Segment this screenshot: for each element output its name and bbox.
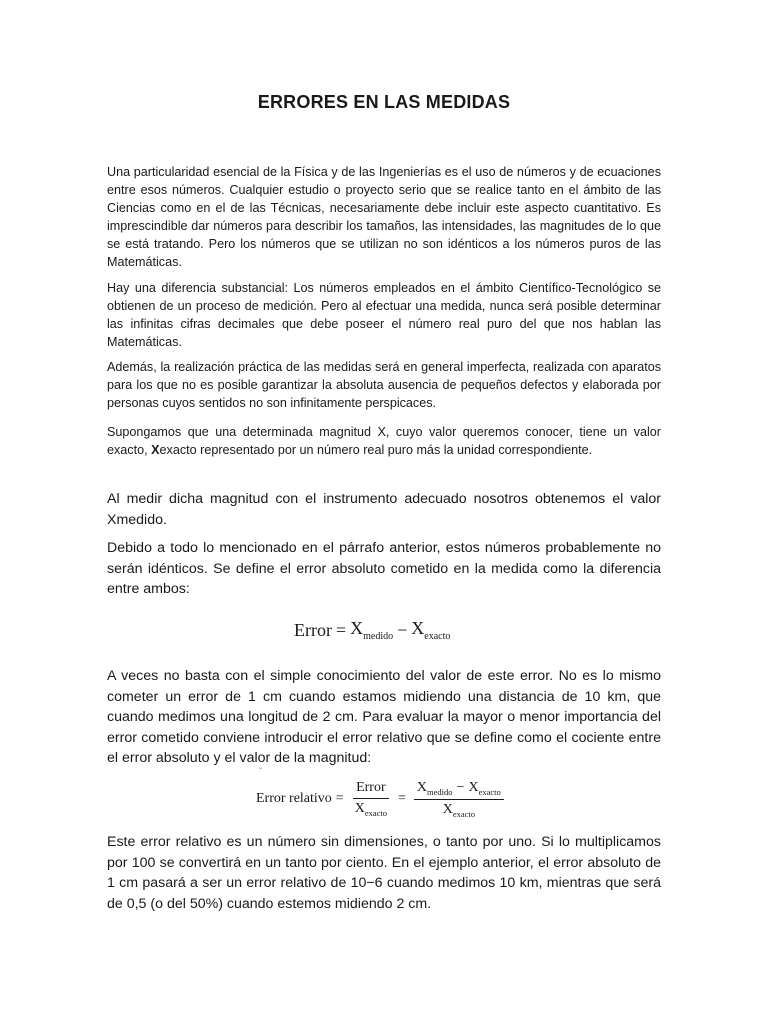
formula-equals: = xyxy=(335,619,347,640)
formula-relative-error-term: Error relativo xyxy=(256,791,332,806)
paragraph-intro: Una particularidad esencial de la Física y de las Ingenierías es el uso de números y de ecuaciones entre esos números. Cualquier estudio o proyecto serio que se realice tanto en el ámbito de las Ciencias como en el de las Técnicas, necesariamente debe incluir este aspecto cuantitativo. Es imprescindible dar números para describir los tamaños, las intensidades, las magnitudes de lo que se está tratando. Pero los números que se utilizan no son idénticos a los números puros de las Matemáticas. xyxy=(107,165,661,269)
fraction-denominator: $X_{exacto}$ xyxy=(442,801,475,819)
fraction-denominator: $X_{exacto}$ xyxy=(354,801,388,818)
paragraph-relative-error: A veces no basta con el simple conocimiento del valor de este error. No es lo mismo cometer un error de 1 cm cuando estamos midiendo una distancia de 10 km, que cuando medimos una longitud de 2 cm. Para evaluar la mayor o menor importancia del error cometido conviene introducir el error relativo que se define como el cociente entre el error absoluto y el valor de la magnitud: xyxy=(107,668,661,766)
paragraph-exact-value xyxy=(107,423,661,459)
paragraph-exact-value-part2: exacto representado por un número real puro más la unidad correspondiente. xyxy=(159,443,593,457)
document-title: ERRORES EN LAS MEDIDAS xyxy=(257,92,511,112)
formula-equals: = xyxy=(335,791,344,806)
absolute-error-formula xyxy=(294,615,450,645)
formula-equals: = xyxy=(398,791,406,806)
formula-x-exact: $X_{exacto}$ xyxy=(411,618,451,642)
paragraph-imperfect-measures: Además, la realización práctica de las medidas será en general imperfecta, realizada con aparatos para los que no es posible garantizar la absoluta ausencia de pequeños defectos y elaborada por personas cuyos sentidos no son infinitamente perspicaces. xyxy=(107,360,661,410)
formula-x-measured: $X_{medido}$ xyxy=(350,618,394,642)
fraction-error-over-exact xyxy=(352,780,390,818)
fraction-numerator: Error xyxy=(353,780,389,799)
stray-mark: ˘ xyxy=(259,766,262,776)
fraction-numerator: $X_{medido} - X_{exacto}$ xyxy=(414,780,504,800)
paragraph-difference: Hay una diferencia substancial: Los números empleados en el ámbito Científico-Tecnológico se obtienen de un proceso de medición. Pero al efectuar una medida, nunca será posible determinar las infinitas cifras decimales que debe poseer el número real puro del que nos hablan las Matemáticas. xyxy=(107,281,661,349)
relative-error-formula xyxy=(256,774,508,824)
formula-error-term: Error xyxy=(294,619,332,640)
paragraph-absolute-error: Debido a todo lo mencionado en el párrafo anterior, estos números probablemente no serán idénticos. Se define el error absoluto cometido en la medida como la diferencia entre ambos: xyxy=(107,540,661,597)
paragraph-exact-value-part1: Supongamos que una determinada magnitud X, cuyo valor queremos conocer, tiene un valor exacto, xyxy=(107,425,661,457)
paragraph-measured-value: Al medir dicha magnitud con el instrumento adecuado nosotros obtenemos el valor Xmedido. xyxy=(107,491,661,528)
formula-minus: − xyxy=(397,619,408,640)
paragraph-percent-error: Este error relativo es un número sin dimensiones, o tanto por uno. Si lo multiplicamos por 100 se convertirá en un tanto por ciento. En el ejemplo anterior, el error absoluto de 1 cm pasará a ser un error relativo de 10−6 cuando medimos 10 km, mientras que será de 0,5 (o del 50%) cuando estemos midiendo 2 cm. xyxy=(107,834,661,912)
fraction-difference-over-exact xyxy=(414,780,504,819)
bold-x-symbol: X xyxy=(151,443,160,457)
